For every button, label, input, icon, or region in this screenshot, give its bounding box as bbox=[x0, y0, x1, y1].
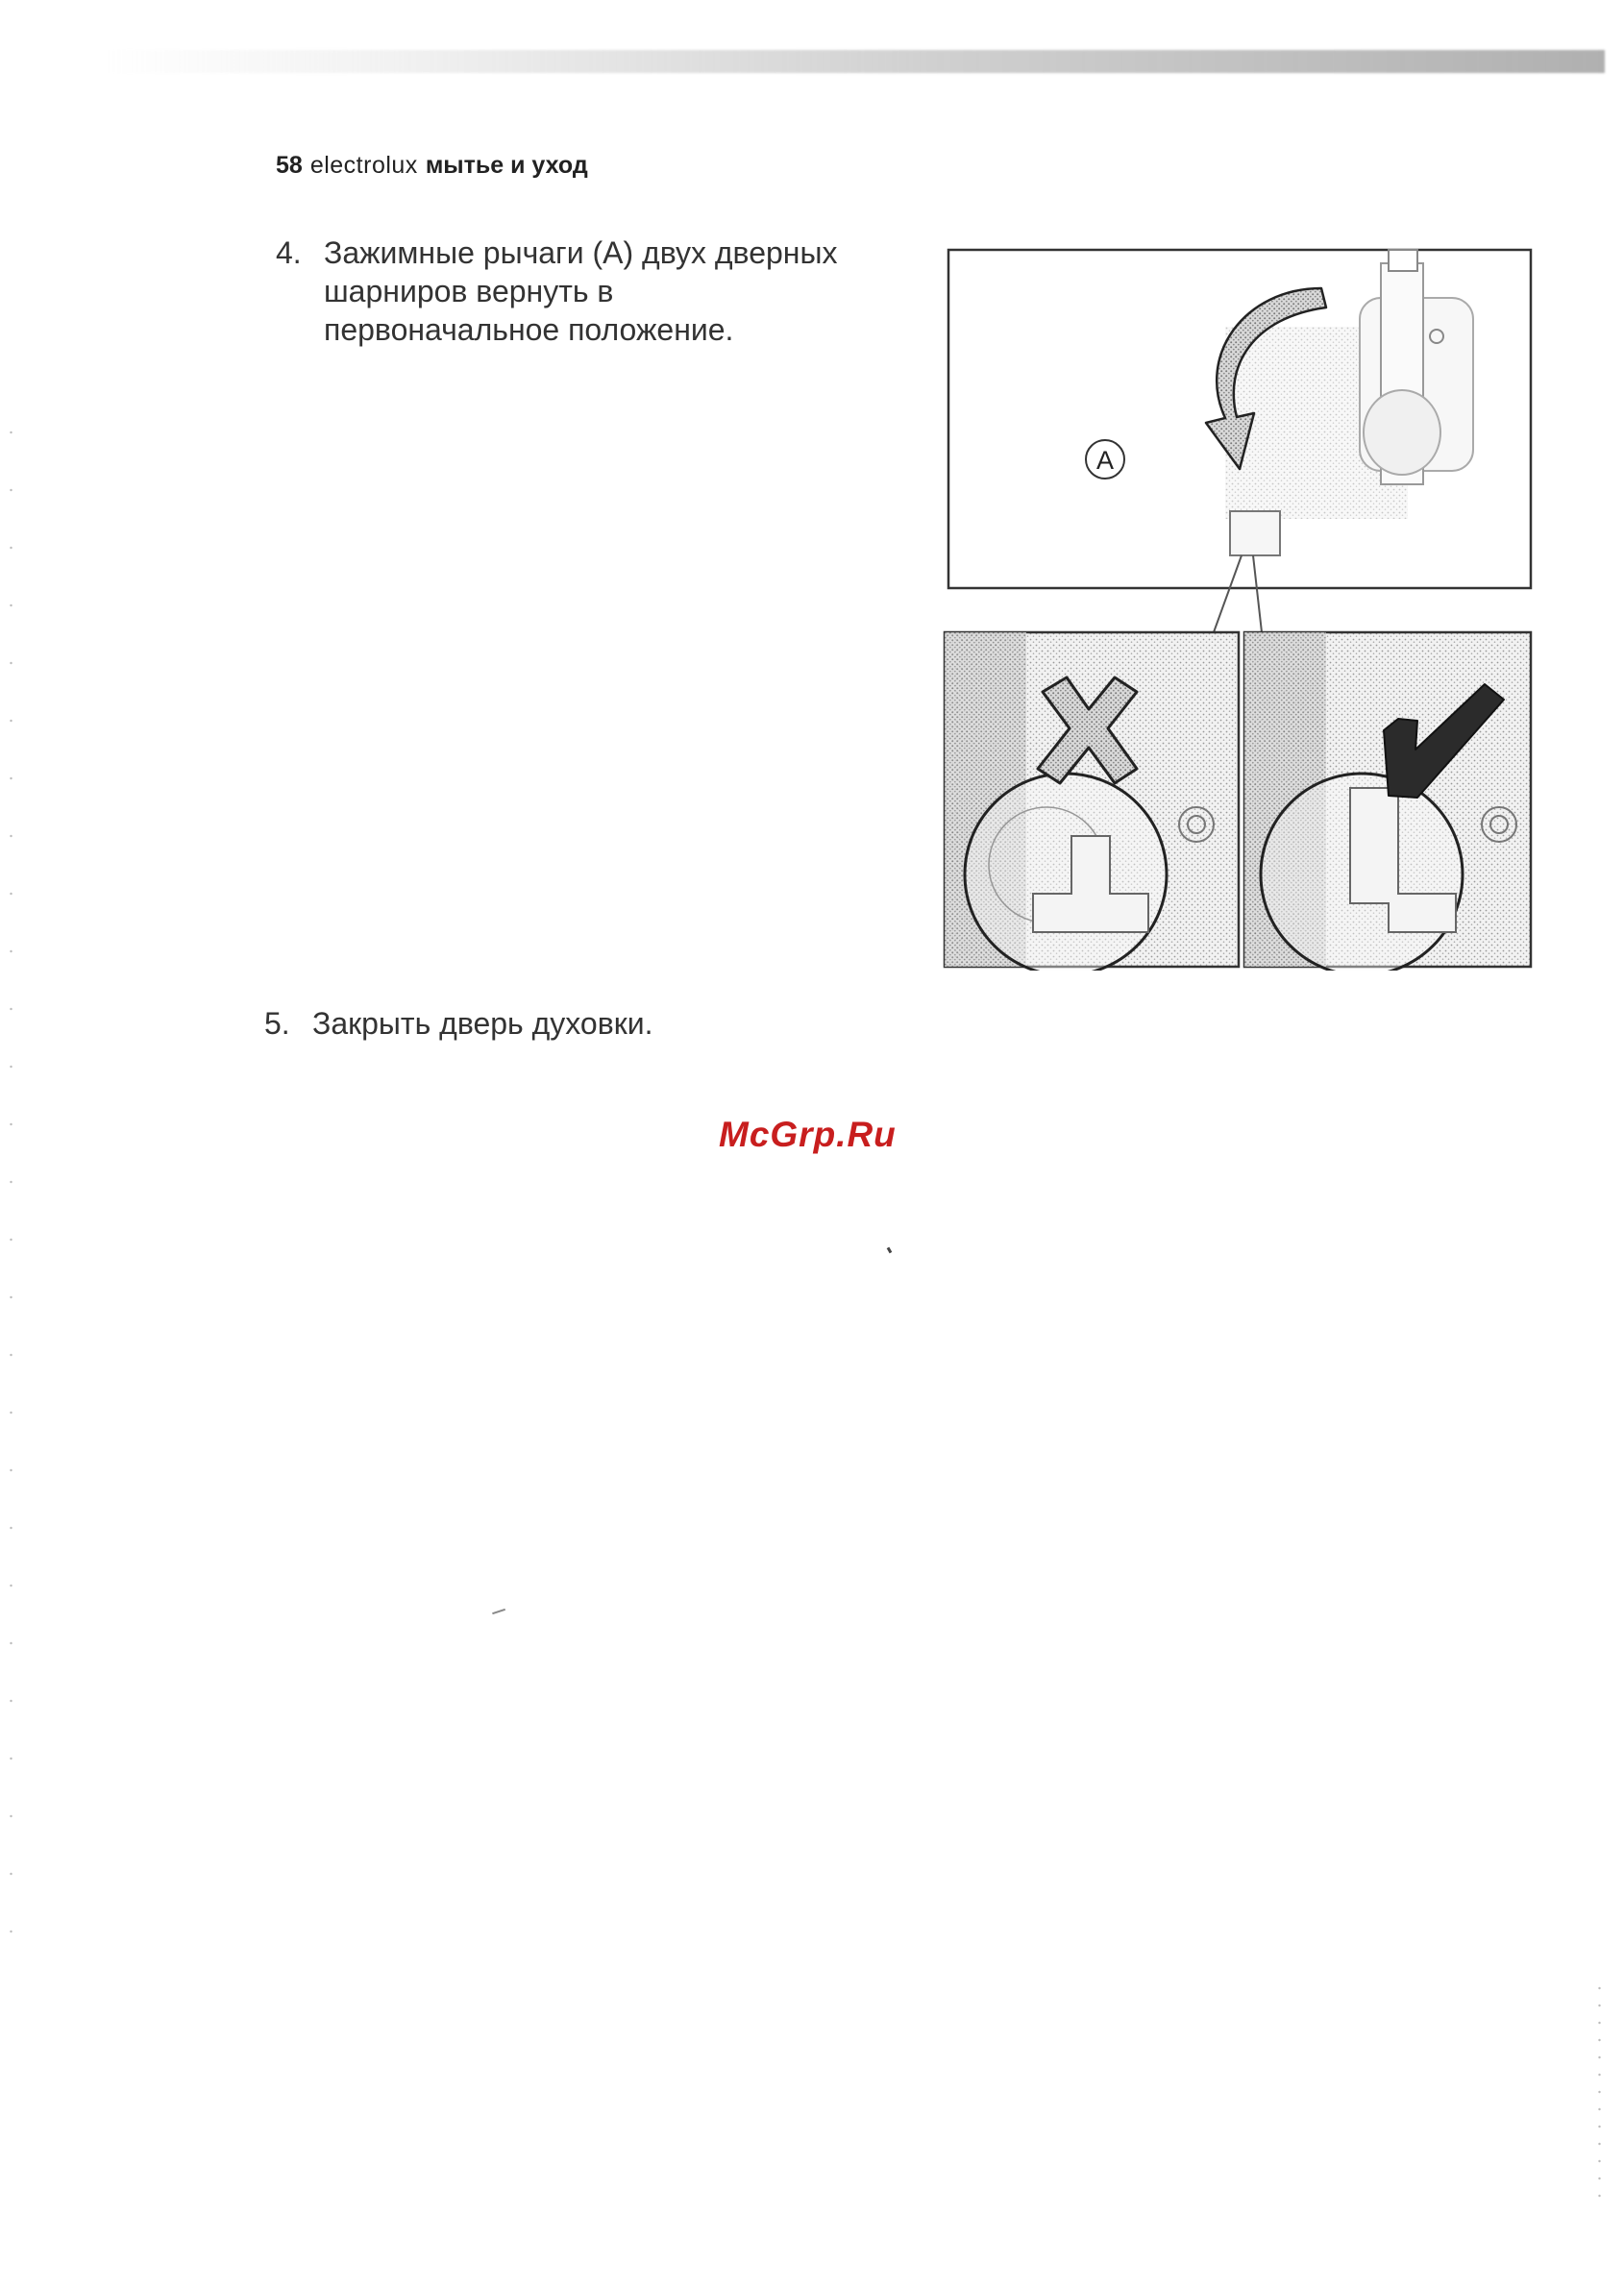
step-5 bbox=[264, 1004, 841, 1046]
scan-speck bbox=[887, 1247, 893, 1254]
scan-speck bbox=[492, 1609, 505, 1614]
step-text-line: первоначальное положение. bbox=[324, 312, 734, 347]
correct-panel bbox=[1244, 632, 1531, 971]
margin-binding-dots-right bbox=[1598, 1980, 1601, 2201]
step-number: 4. bbox=[276, 235, 302, 270]
section-title: мытье и уход bbox=[425, 152, 588, 179]
watermark: McGrp.Ru bbox=[719, 1115, 897, 1154]
step-text-line: шарниров вернуть в bbox=[324, 274, 614, 308]
page-number: 58 bbox=[276, 152, 303, 179]
page-header bbox=[276, 152, 588, 180]
brand-name: electrolux bbox=[309, 152, 418, 179]
top-panel bbox=[948, 250, 1531, 588]
step-text: Закрыть дверь духовки. bbox=[312, 1006, 653, 1041]
hinge-illustration bbox=[937, 240, 1552, 971]
margin-binding-dots bbox=[10, 404, 12, 1960]
step-number: 5. bbox=[264, 1006, 290, 1041]
step-4 bbox=[276, 234, 891, 358]
step-text bbox=[324, 234, 837, 349]
scan-artifact-band bbox=[106, 50, 1605, 73]
callout-a-label: A bbox=[1095, 446, 1115, 475]
incorrect-panel bbox=[945, 632, 1239, 971]
step-text-line: Зажимные рычаги (А) двух дверных bbox=[324, 235, 838, 270]
